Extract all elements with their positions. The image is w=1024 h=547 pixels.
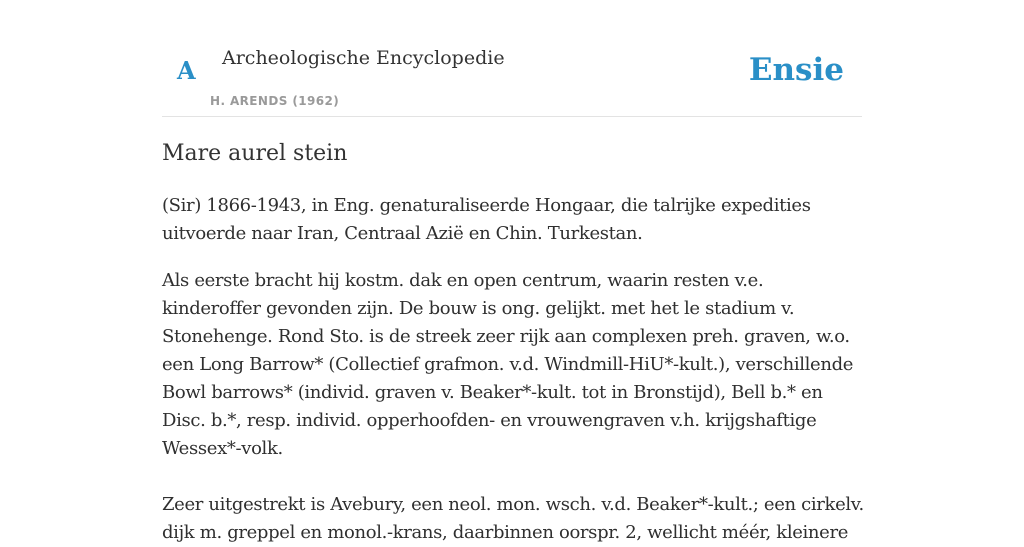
index-letter[interactable]: A	[177, 56, 196, 85]
header	[162, 0, 862, 117]
entry-content	[162, 138, 864, 547]
entry-paragraph: Als eerste bracht hij kostm. dak en open centrum, waarin resten v.e. kinderoffer gevonden zijn. De bouw is ong. gelijkt. met het le stadium v. Stonehenge. Rond Sto. is de streek zeer rijk aan complexen preh. graven, w.o. een Long Barrow* (Collectief grafmon. v.d. Windmill-HiU*-kult.), verschillende Bowl barrows* (individ. graven v. Beaker*-kult. tot in Bronstijd), Bell b.* en Disc. b.*, resp. individ. opperhoofden- en vrouwengraven v.h. krijgshaftige Wessex*-volk.	[162, 270, 854, 459]
author-label: H. ARENDS (1962)	[210, 94, 340, 108]
entry-paragraph: (Sir) 1866-1943, in Eng. genaturaliseerde Hongaar, die talrijke expedities uitvoerde naar Iran, Centraal Azië en Chin. Turkestan.	[162, 195, 811, 244]
entry-paragraph: Zeer uitgestrekt is Avebury, een neol. mon. wsch. v.d. Beaker*-kult.; een cirkelv. dijk m. greppel en monol.-krans, daarbinnen oorspr. 2, wellicht méér, kleinere	[162, 494, 864, 543]
ensie-logo[interactable]: Ensie	[748, 52, 844, 88]
entry-title: Mare aurel stein	[162, 141, 348, 166]
work-title[interactable]: Archeologische Encyclopedie	[222, 47, 505, 69]
